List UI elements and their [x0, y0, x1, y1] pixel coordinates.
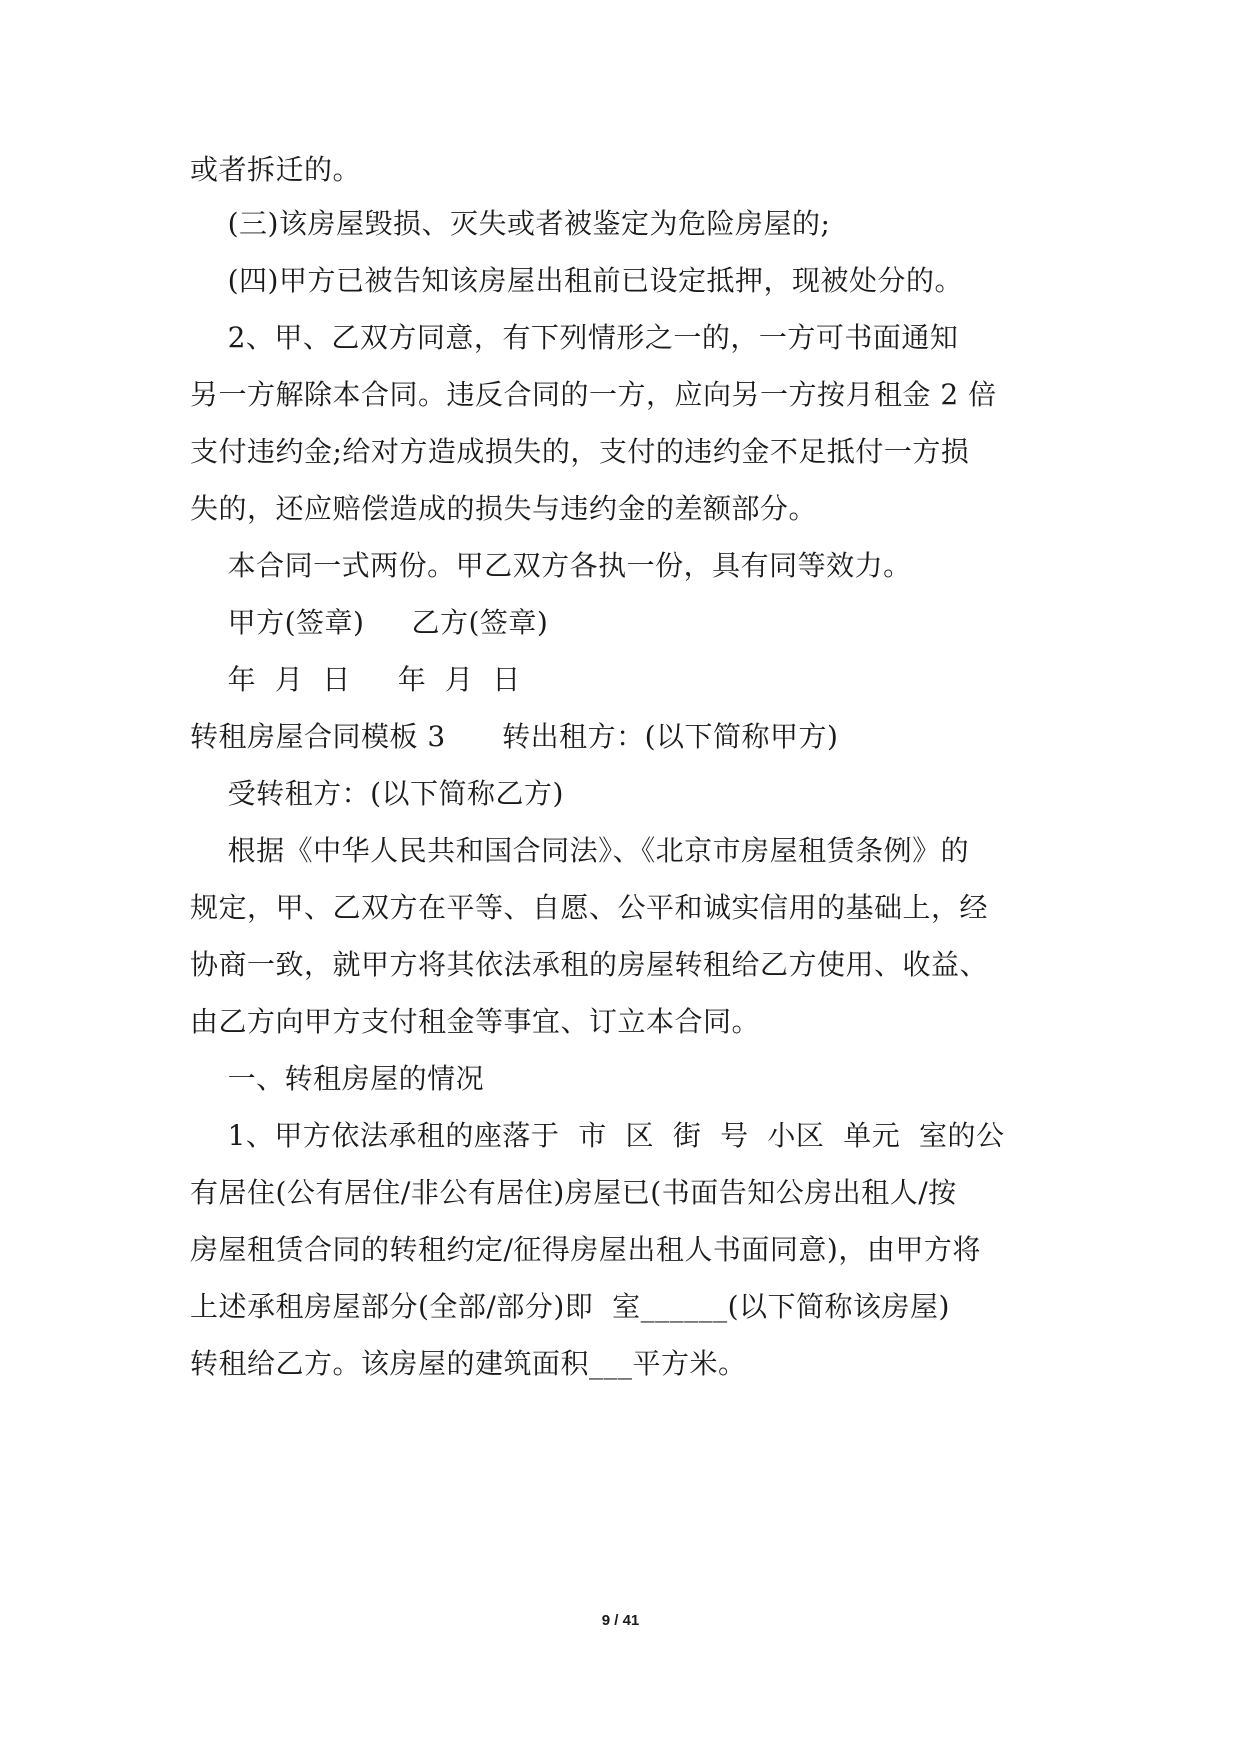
- text-line: 规定，甲、乙双方在平等、自愿、公平和诚实信用的基础上，经: [190, 891, 989, 924]
- text-line: 1、甲方依法承租的座落于 市 区 街 号 小区 单元 室的公: [190, 1119, 1005, 1152]
- text-line: (三)该房屋毁损、灭失或者被鉴定为危险房屋的;: [190, 207, 831, 240]
- text-line: 支付违约金;给对方造成损失的，支付的违约金不足抵付一方损: [190, 435, 970, 468]
- page-number: 9 / 41: [601, 1612, 640, 1629]
- text-line: 有居住(公有居住/非公有居住)房屋已(书面告知公房出租人/按: [190, 1176, 957, 1209]
- text-line: 或者拆迁的。: [190, 153, 362, 186]
- text-line: 上述承租房屋部分(全部/部分)即 室______(以下简称该房屋): [190, 1290, 950, 1323]
- text-line: (四)甲方已被告知该房屋出租前已设定抵押，现被处分的。: [190, 264, 963, 297]
- date-line: 年 月 日 年 月 日: [190, 663, 521, 696]
- text-line: 本合同一式两份。甲乙双方各执一份，具有同等效力。: [190, 549, 912, 582]
- text-line: 一、转租房屋的情况: [190, 1062, 485, 1095]
- text-line: 根据《中华人民共和国合同法》、《北京市房屋租赁条例》的: [190, 834, 970, 867]
- text-line: 2、甲、乙双方同意，有下列情形之一的，一方可书面通知: [190, 321, 959, 354]
- text-line: 房屋租赁合同的转租约定/征得房屋出租人书面同意)，由甲方将: [190, 1233, 981, 1266]
- text-line: 转租给乙方。该房屋的建筑面积___平方米。: [190, 1347, 747, 1380]
- text-line: 协商一致，就甲方将其依法承租的房屋转租给乙方使用、收益、: [190, 948, 989, 981]
- text-line: 受转租方：(以下简称乙方): [190, 777, 564, 810]
- signature-line: 甲方(签章) 乙方(签章): [190, 606, 549, 639]
- text-line: 另一方解除本合同。违反合同的一方，应向另一方按月租金 2 倍: [190, 378, 997, 411]
- section-heading: 转租房屋合同模板 3 转出租方：(以下简称甲方): [190, 720, 839, 753]
- text-line: 由乙方向甲方支付租金等事宜、订立本合同。: [190, 1005, 761, 1038]
- text-line: 失的，还应赔偿造成的损失与违约金的差额部分。: [190, 492, 818, 525]
